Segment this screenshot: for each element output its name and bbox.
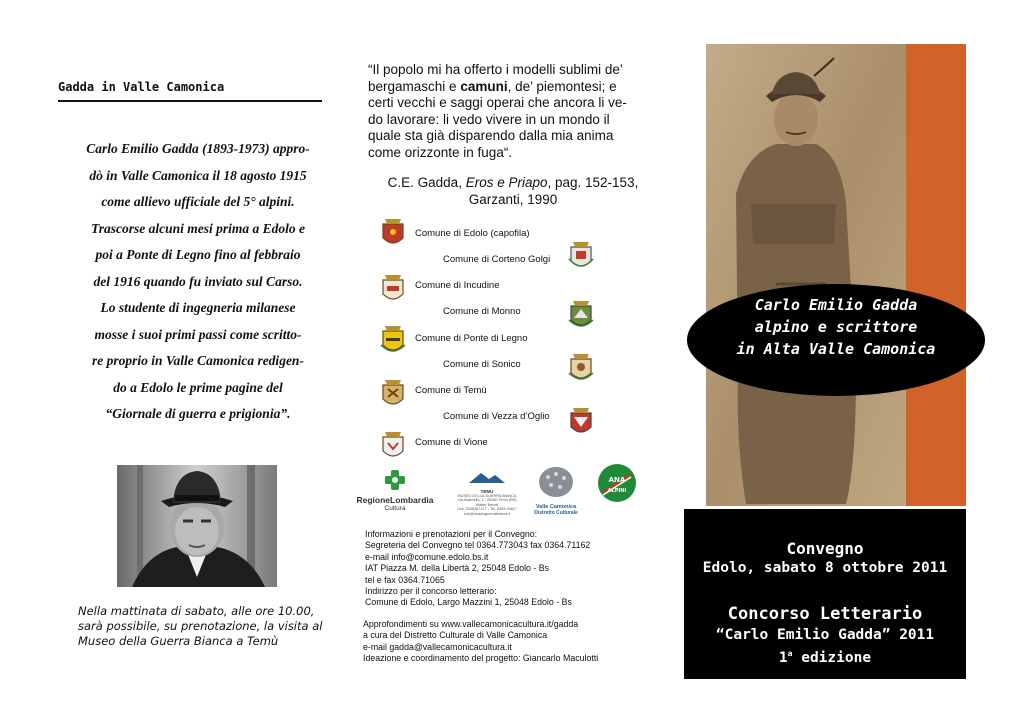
biography-text bbox=[62, 136, 334, 428]
bio-line: “Giornale di guerra e prigionia”. bbox=[105, 406, 291, 421]
bio-line: do a Edolo le prime pagine del bbox=[113, 379, 283, 395]
regione-lombardia-logo bbox=[350, 470, 440, 514]
quote-emphasis: camuni bbox=[460, 78, 508, 94]
info-line: Segreteria del Convegno tel 0364.773043 fax 0364.71162 bbox=[365, 540, 591, 551]
source-publisher: Garzanti, 1990 bbox=[468, 192, 558, 207]
corteno-golgi-crest-icon bbox=[568, 239, 594, 273]
bio-line: Trascorse alcuni mesi prima a Edolo e bbox=[90, 220, 305, 236]
gadda-quote bbox=[368, 62, 658, 161]
quote-line: certi vecchi e saggi operai che ancora li ve- bbox=[368, 95, 627, 110]
museo-line: MUSEO DELLA GUERRA BIANCA bbox=[457, 494, 517, 498]
museo-guerra-bianca-logo bbox=[447, 470, 527, 516]
concorso-name: “Carlo Emilio Gadda” 2011 bbox=[715, 627, 935, 643]
title-line: alpino e scrittore bbox=[754, 318, 918, 336]
title-line: Carlo Emilio Gadda bbox=[754, 296, 918, 314]
title-line: in Alta Valle Camonica bbox=[736, 340, 936, 358]
sonico-crest-icon bbox=[568, 351, 594, 385]
cover-title bbox=[687, 284, 985, 396]
bio-line: Lo studente di ingegneria milanese bbox=[100, 300, 296, 315]
bio-line: dò in Valle Camonica il 18 agosto 1915 bbox=[89, 167, 307, 183]
info-line: e-mail info@comune.edolo.bs.it bbox=[365, 551, 489, 562]
info-line: Informazioni e prenotazioni per il Convegno: bbox=[365, 529, 538, 539]
bio-line: poi a Ponte di Legno fino al febbraio bbox=[95, 247, 301, 262]
comune-incudine: Comune di Incudine bbox=[415, 280, 500, 291]
pebble-icon bbox=[536, 465, 576, 499]
info-line: Indirizzo per il concorso letterario: bbox=[365, 586, 497, 597]
more-line: Ideazione e coordinamento del progetto: Giancarlo Maculotti bbox=[363, 653, 599, 664]
museo-line: Via Adamello, 1 - 25050 Temù (BS) bbox=[457, 498, 517, 503]
edition bbox=[684, 649, 966, 666]
bio-line: del 1916 quando fu inviato sul Carso. bbox=[93, 273, 303, 289]
regione-sub: Cultura bbox=[384, 505, 406, 512]
regione-lombardia-icon bbox=[383, 470, 407, 490]
comune-temu: Comune di Temù bbox=[415, 385, 487, 396]
info-line: IAT Piazza M. della Libertà 2, 25048 Edolo - Bs bbox=[365, 563, 550, 574]
quote-source bbox=[368, 174, 658, 208]
bio-line: come allievo ufficiale del 5° alpini. bbox=[101, 194, 295, 209]
info-line: Comune di Edolo, Largo Mazzini 1, 25048 Edolo - Bs bbox=[365, 597, 572, 608]
comune-ponte-di-legno: Comune di Ponte di Legno bbox=[415, 333, 528, 344]
alpino-sepia-photo bbox=[706, 44, 906, 506]
source-title: Eros e Priapo bbox=[465, 175, 548, 190]
source-line bbox=[368, 174, 658, 191]
edition-superscript: a bbox=[787, 649, 793, 658]
comune-sonico: Comune di Sonico bbox=[443, 359, 521, 370]
quote-line: quale sta già disparendo dalla mia anima bbox=[368, 128, 614, 143]
section-heading: Gadda in Valle Camonica bbox=[58, 80, 322, 102]
ana-alpini-logo bbox=[597, 463, 637, 503]
comune-corteno-golgi: Comune di Corteno Golgi bbox=[443, 254, 551, 265]
more-line: Approfondimenti su www.vallecamonicacultura.it/gadda bbox=[363, 619, 579, 629]
museo-line: Cell. 3346487127 - Tel. 0364.94617 bbox=[456, 507, 518, 512]
distretto-culturale-logo bbox=[530, 465, 582, 517]
museo-line: info@museoguerrabianca.it bbox=[463, 511, 511, 516]
bio-line: mosse i suoi primi passi come scritto- bbox=[94, 326, 302, 342]
incudine-crest-icon bbox=[380, 272, 406, 306]
orange-accent-band bbox=[906, 44, 966, 506]
visit-line: Nella mattinata di sabato, alle ore 10.00, bbox=[78, 604, 315, 618]
comune-monno: Comune di Monno bbox=[443, 306, 521, 317]
convegno-heading: Convegno bbox=[786, 539, 864, 558]
event-box bbox=[684, 509, 966, 679]
info-line: tel e fax 0364.71065 bbox=[365, 574, 445, 585]
mountain-icon bbox=[467, 470, 507, 484]
quote-line bbox=[368, 79, 658, 96]
quote-line: do lavorare: li vedo vivere in un mondo il bbox=[368, 111, 610, 127]
edolo-crest-icon bbox=[380, 216, 406, 250]
approfondimenti-info bbox=[363, 619, 663, 665]
comune-edolo: Comune di Edolo (capofila) bbox=[415, 228, 530, 239]
comune-vezza-doglio: Comune di Vezza d’Oglio bbox=[443, 411, 550, 422]
museo-title: TEMÙ bbox=[480, 489, 494, 494]
ana-sub: ALPINI bbox=[607, 488, 627, 494]
vezza-doglio-crest-icon bbox=[568, 405, 594, 439]
regione-name: RegioneLombardia bbox=[356, 495, 434, 505]
museo-line: Walter Belotti bbox=[475, 502, 499, 507]
more-line: a cura del Distretto Culturale di Valle Camonica bbox=[363, 630, 548, 641]
convegno-info bbox=[365, 529, 665, 609]
comune-vione: Comune di Vione bbox=[415, 437, 488, 448]
visit-line: sarà possibile, su prenotazione, la visita al bbox=[78, 619, 323, 633]
temu-crest-icon bbox=[380, 377, 406, 411]
quote-text: bergamaschi e bbox=[368, 78, 461, 94]
edition-number: 1 bbox=[778, 649, 788, 666]
monno-crest-icon bbox=[568, 298, 594, 332]
more-line: e-mail gadda@vallecamonicacultura.it bbox=[363, 641, 512, 652]
concorso-heading: Concorso Letterario bbox=[727, 604, 923, 624]
quote-text: , de’ piemontesi; e bbox=[507, 78, 617, 94]
source-pages: , pag. 152-153, bbox=[547, 175, 639, 190]
quote-line: “Il popolo mi ha offerto i modelli sublimi de’ bbox=[368, 62, 623, 77]
source-author: C.E. Gadda, bbox=[387, 175, 466, 190]
distretto-line: Valle Camonica bbox=[535, 504, 577, 510]
ponte-di-legno-crest-icon bbox=[380, 323, 406, 357]
distretto-line: Distretto Culturale bbox=[534, 510, 578, 516]
gadda-portrait-photo bbox=[117, 465, 277, 587]
quote-line: come orizzonte in fuga“. bbox=[368, 144, 513, 160]
edition-text: edizione bbox=[792, 649, 872, 666]
vione-crest-icon bbox=[380, 429, 406, 463]
event-date: Edolo, sabato 8 ottobre 2011 bbox=[702, 560, 948, 576]
ana-name: ANA bbox=[608, 476, 626, 484]
bio-line: re proprio in Valle Camonica redigen- bbox=[92, 353, 304, 368]
bio-line: Carlo Emilio Gadda (1893-1973) appro- bbox=[86, 141, 310, 156]
visit-line: Museo della Guerra Bianca a Temù bbox=[78, 634, 279, 648]
museum-visit-note bbox=[78, 604, 340, 649]
